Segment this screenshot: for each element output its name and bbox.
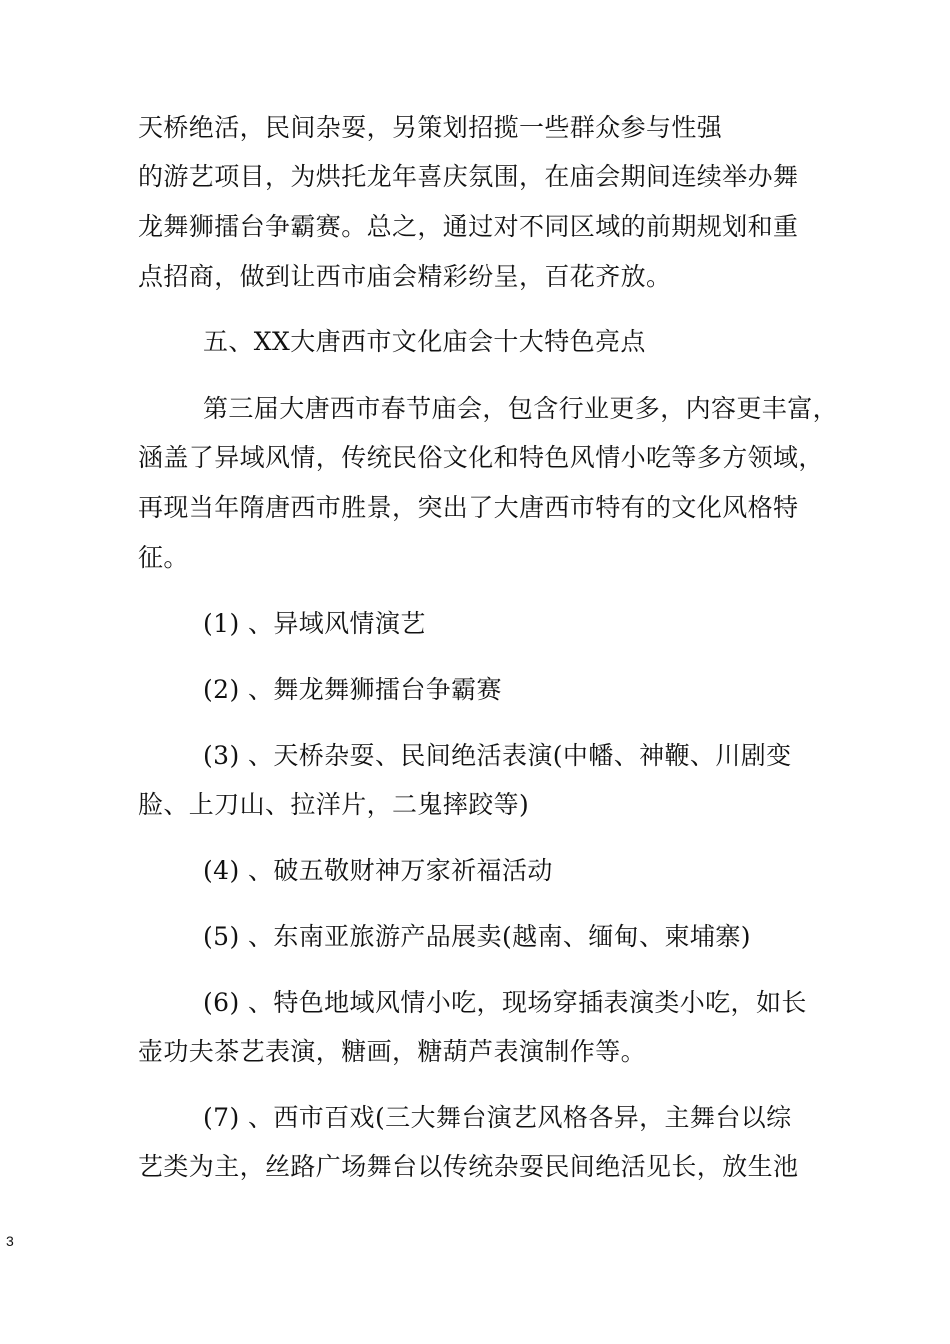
paragraph-line: 征。 [138,543,189,572]
list-item-continuation: 脸、上刀山、拉洋片，二鬼摔跤等) [138,790,530,819]
list-item: (4) 、破五敬财神万家祈福活动 [203,856,553,885]
paragraph-line: 的游艺项目，为烘托龙年喜庆氛围，在庙会期间连续举办舞 [138,162,799,191]
list-item-continuation: 壶功夫茶艺表演，糖画，糖葫芦表演制作等。 [138,1037,647,1066]
paragraph-line: 涵盖了异域风情，传统民俗文化和特色风情小吃等多方领域， [138,443,824,472]
list-item-continuation: 艺类为主，丝路广场舞台以传统杂耍民间绝活见长，放生池 [138,1152,799,1181]
paragraph-line: 点招商，做到让西市庙会精彩纷呈，百花齐放。 [138,262,672,291]
list-item: (6) 、特色地域风情小吃，现场穿插表演类小吃，如长 [203,988,807,1017]
paragraph-line: 第三届大唐西市春节庙会，包含行业更多，内容更丰富， [203,394,839,423]
section-heading: 五、XX大唐西市文化庙会十大特色亮点 [203,327,646,356]
paragraph-line: 再现当年隋唐西市胜景，突出了大唐西市特有的文化风格特 [138,493,799,522]
list-item: (3) 、天桥杂耍、民间绝活表演(中幡、神鞭、川剧变 [203,741,792,770]
list-item: (5) 、东南亚旅游产品展卖(越南、缅甸、柬埔寨) [203,922,751,951]
list-item: (1) 、异域风情演艺 [203,609,426,638]
paragraph-line: 天桥绝活，民间杂耍，另策划招揽一些群众参与性强 [138,113,723,142]
list-item: (7) 、西市百戏(三大舞台演艺风格各异，主舞台以综 [203,1103,792,1132]
paragraph-line: 龙舞狮擂台争霸赛。总之，通过对不同区域的前期规划和重 [138,212,799,241]
page-number: 3 [6,1233,14,1249]
list-item: (2) 、舞龙舞狮擂台争霸赛 [203,675,502,704]
